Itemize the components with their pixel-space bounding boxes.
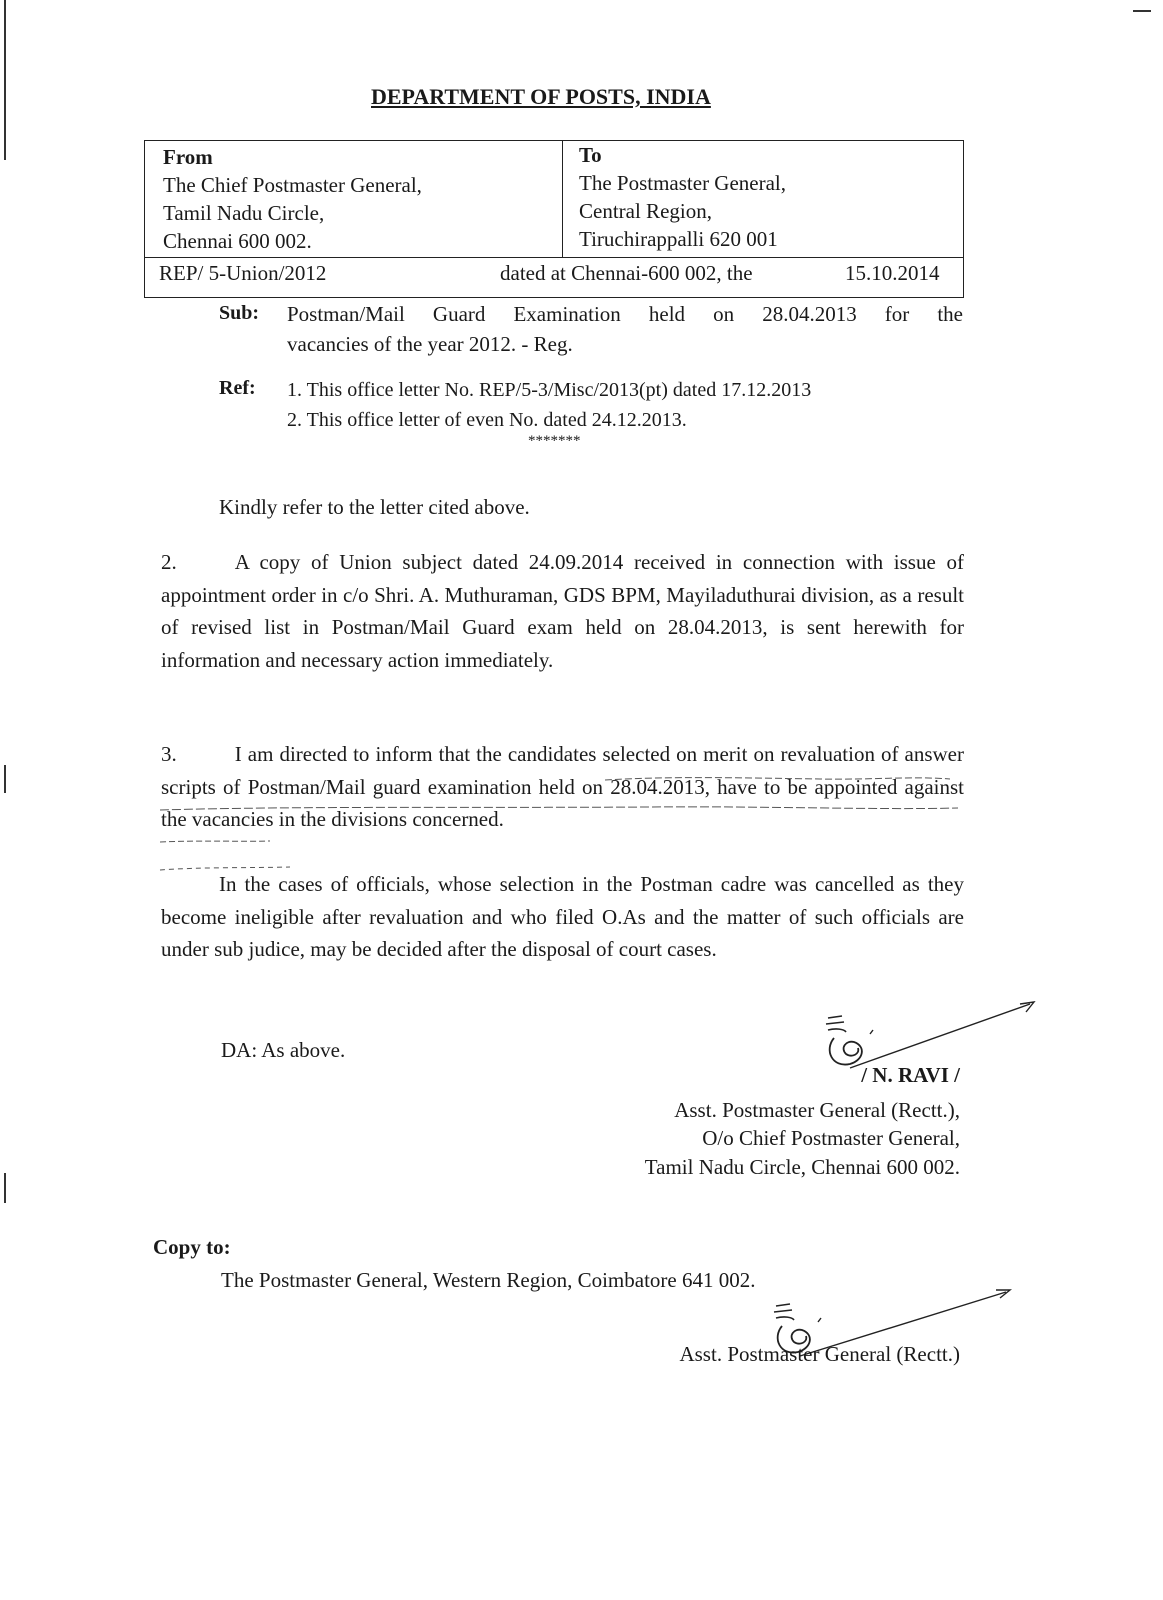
paragraph-text: I am directed to inform that the candidates selected on merit on revaluation of answer scripts of Postman/Mail guard examination held on 28.04.2013, have to be appointed against the vacancies in the divisions concerned. — [161, 742, 964, 831]
margin-mark — [1133, 10, 1151, 12]
to-label: To — [579, 143, 602, 167]
margin-mark — [4, 0, 6, 160]
paragraph-4 — [161, 868, 964, 966]
separator: ******* — [528, 433, 581, 449]
from-line: Chennai 600 002. — [163, 229, 312, 253]
to-block — [579, 141, 786, 253]
to-line: The Postmaster General, — [579, 171, 787, 195]
paragraph-2 — [161, 546, 964, 676]
dated-at: dated at Chennai-600 002, the — [500, 261, 753, 285]
paragraph-number: 3. — [161, 742, 177, 766]
opening-line: Kindly refer to the letter cited above. — [219, 495, 530, 519]
paragraph-number: 2. — [161, 550, 177, 574]
copy-to-recipient: The Postmaster General, Western Region, Coimbatore 641 002. — [221, 1268, 756, 1292]
signatory-office: O/o Chief Postmaster General, — [702, 1126, 960, 1150]
signatory-name: / N. RAVI / — [861, 1063, 960, 1087]
from-label: From — [163, 145, 213, 169]
subject-label: Sub: — [219, 302, 260, 324]
signatory-address: Tamil Nadu Circle, Chennai 600 002. — [644, 1155, 960, 1179]
letter-date: 15.10.2014 — [845, 261, 940, 285]
subject-line: Postman/Mail Guard Examination held on 28.04.2013 for the — [287, 302, 963, 326]
document-title: DEPARTMENT OF POSTS, INDIA — [371, 84, 711, 109]
reference-item: 1. This office letter No. REP/5-3/Misc/2013(pt) dated 17.12.2013 — [287, 379, 812, 401]
copy-signatory: Asst. Postmaster General (Rectt.) — [679, 1342, 960, 1366]
column-divider — [562, 141, 563, 257]
from-block — [163, 143, 422, 255]
signatory-designation: Asst. Postmaster General (Rectt.), — [674, 1098, 960, 1122]
file-number: REP/ 5-Union/2012 — [159, 261, 327, 285]
margin-mark — [4, 1173, 6, 1203]
row-divider — [145, 257, 963, 258]
enclosure-note: DA: As above. — [221, 1038, 346, 1062]
from-line: Tamil Nadu Circle, — [163, 201, 325, 225]
to-line: Central Region, — [579, 199, 712, 223]
subject-line: vacancies of the year 2012. - Reg. — [287, 332, 573, 356]
paragraph-text: In the cases of officials, whose selection in the Postman cadre was cancelled as they become ineligible after revaluation and who filed O.As and the matter of such officials are under sub judice, may be decided after the disposal of court cases. — [161, 872, 964, 961]
paragraph-text: A copy of Union subject dated 24.09.2014 received in connection with issue of appointment order in c/o Shri. A. Muthuraman, GDS BPM, Mayiladuthurai division, as a result of revised list in Postman/Mail Guard exam held on 28.04.2013, is sent herewith for information and necessary action immediately. — [161, 550, 964, 672]
to-line: Tiruchirappalli 620 001 — [579, 227, 778, 251]
address-table — [144, 140, 964, 298]
reference-item: 2. This office letter of even No. dated 24.12.2013. — [287, 409, 687, 431]
copy-to-label: Copy to: — [153, 1235, 231, 1259]
pen-underline-marks — [150, 770, 980, 880]
margin-mark — [4, 765, 6, 793]
reference-label: Ref: — [219, 377, 256, 399]
from-line: The Chief Postmaster General, — [163, 173, 422, 197]
